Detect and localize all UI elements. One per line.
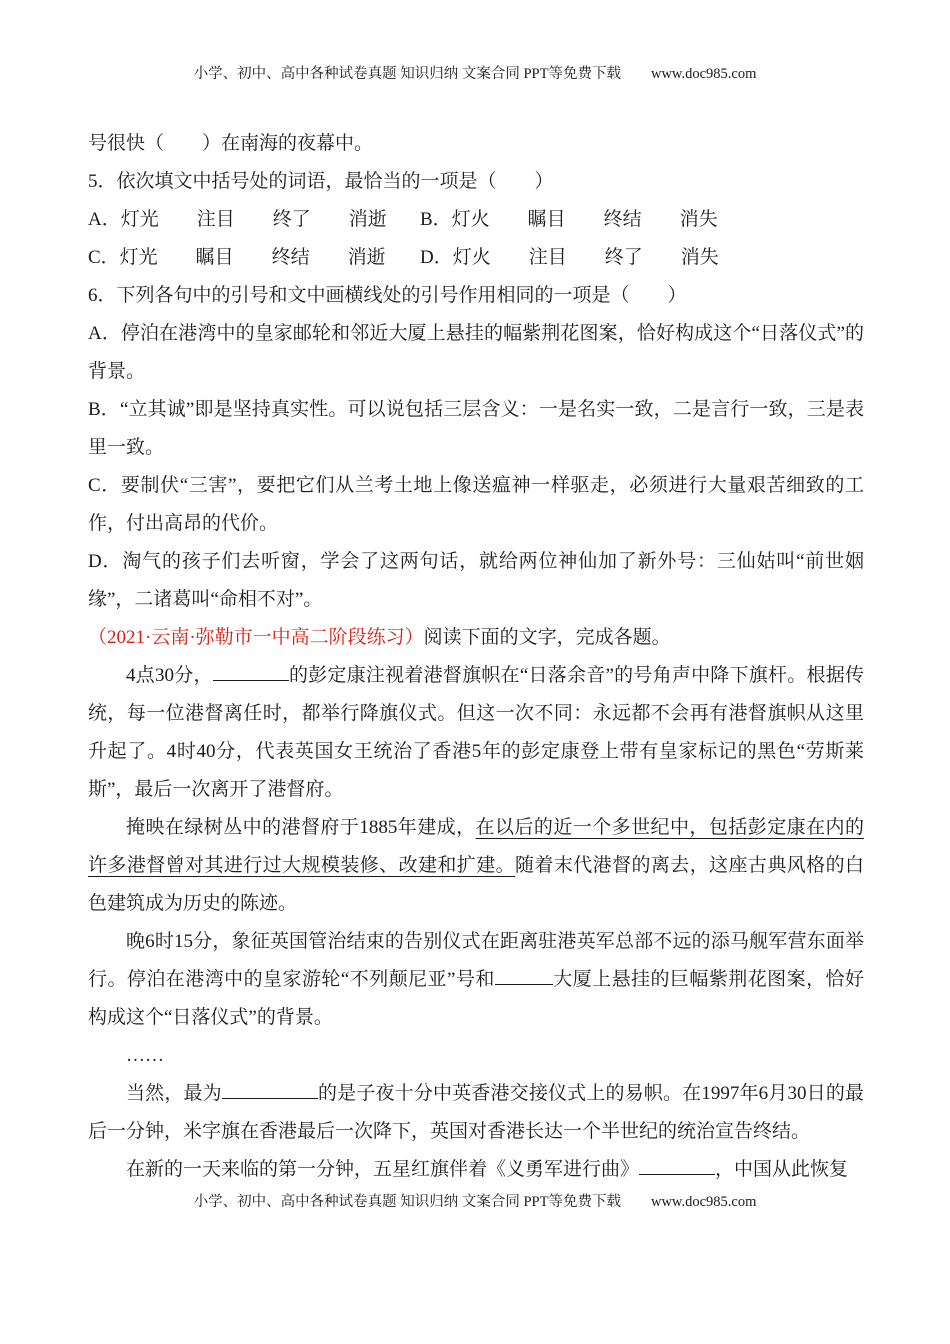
passage-ellipsis: …… [126,1045,164,1066]
document-body [88,125,864,1189]
source-line [88,619,864,657]
fill-blank-3 [222,1079,318,1099]
p4-text-post: 的是子夜十分中英香港交接仪式上的易帜。在1997年6月30日的最后一分钟，米字旗在香港最后一次降下，英国对香港长达一个半世纪的统治宣告终结。 [88,1083,864,1142]
p3-text-post: 大厦上悬挂的巨幅紫荆花图案，恰好构成这个“日落仪式”的背景。 [88,969,864,1028]
p2-text-pre: 掩映在绿树丛中的港督府于1885年建成， [126,817,476,838]
passage-paragraph-2 [88,809,864,923]
header-url: www.doc985.com [650,66,757,82]
source-instruction: 阅读下面的文字，完成各题。 [423,627,671,648]
fill-blank-4 [639,1155,715,1175]
fill-blank-2 [495,965,553,985]
question-5-stem: 5．依次填文中括号处的词语，最恰当的一项是（ ） [88,171,554,192]
p1-text-post: 的彭定康注视着港督旗帜在“日落余音”的号角声中降下旗杆。根据传统，每一位港督离任时，都举行降旗仪式。但这一次不同：永远都不会再有港督旗帜从这里升起了。4时40分，代表英国女王统治了香港5年的彭定康登上带有皇家标记的黑色“劳斯莱斯”，最后一次离开了港督府。 [88,665,864,800]
p5-text-post: ，中国从此恢复 [715,1159,849,1180]
source-tag: （2021·云南·弥勒市一中高二阶段练习） [88,627,424,648]
p2-text-post: 随着末代港督的离去，这座古典风格的白色建筑成为历史的陈迹。 [88,855,864,914]
intro-line: 号很快（ ）在南海的夜幕中。 [88,133,374,154]
p4-text-pre: 当然，最为 [126,1083,222,1104]
q6-option-b: B．“立其诚”即是坚持真实性。可以说包括三层含义：一是名实一致，二是言行一致，三是表里一致。 [88,399,864,458]
q5-options-row-cd [88,239,864,277]
q6-option-c: C．要制伏“三害”，要把它们从兰考土地上像送瘟神一样驱走，必须进行大量艰苦细致的工作，付出高昂的代价。 [88,475,864,534]
page-header [0,64,950,84]
q5-option-a: A．灯光 注目 终了 消逝 [88,209,387,230]
passage-paragraph-4 [88,1075,864,1151]
footer-note: 小学、初中、高中各种试卷真题 知识归纳 文案合同 PPT等免费下载 [193,1194,621,1210]
q6-option-a: A．停泊在港湾中的皇家邮轮和邻近大厦上悬挂的幅紫荆花图案，恰好构成这个“日落仪式”的背景。 [88,323,864,382]
underlined-passage: 在以后的近一个多世纪中，包括彭定康在内的许多港督曾对其进行过大规模装修、改建和扩建。 [88,817,864,876]
fill-blank-1 [213,661,289,681]
passage-paragraph-3 [88,923,864,1037]
q5-option-b: B．灯火 瞩目 终结 消失 [420,209,718,230]
footer-url: www.doc985.com [650,1194,757,1210]
passage-paragraph-1 [88,657,864,809]
header-note: 小学、初中、高中各种试卷真题 知识归纳 文案合同 PPT等免费下载 [193,66,621,82]
question-6-stem: 6．下列各句中的引号和文中画横线处的引号作用相同的一项是（ ） [88,285,687,306]
q5-options-row-ab [88,201,864,239]
p5-text-pre: 在新的一天来临的第一分钟，五星红旗伴着《义勇军进行曲》 [126,1159,640,1180]
page-footer [0,1192,950,1212]
p3-text-pre: 晚6时15分，象征英国管治结束的告别仪式在距离驻港英军总部不远的添马舰军营东面举行。停泊在港湾中的皇家游轮“不列颠尼亚”号和 [88,931,864,990]
q6-option-d: D．淘气的孩子们去听窗，学会了这两句话，就给两位神仙加了新外号：三仙姑叫“前世姻缘”，二诸葛叫“命相不对”。 [88,551,864,610]
q5-option-d: D．灯火 注目 终了 消失 [420,247,719,268]
q5-option-c: C．灯光 瞩目 终结 消逝 [88,247,386,268]
p1-text-pre: 4点30分， [126,665,213,686]
passage-paragraph-5 [88,1151,864,1189]
